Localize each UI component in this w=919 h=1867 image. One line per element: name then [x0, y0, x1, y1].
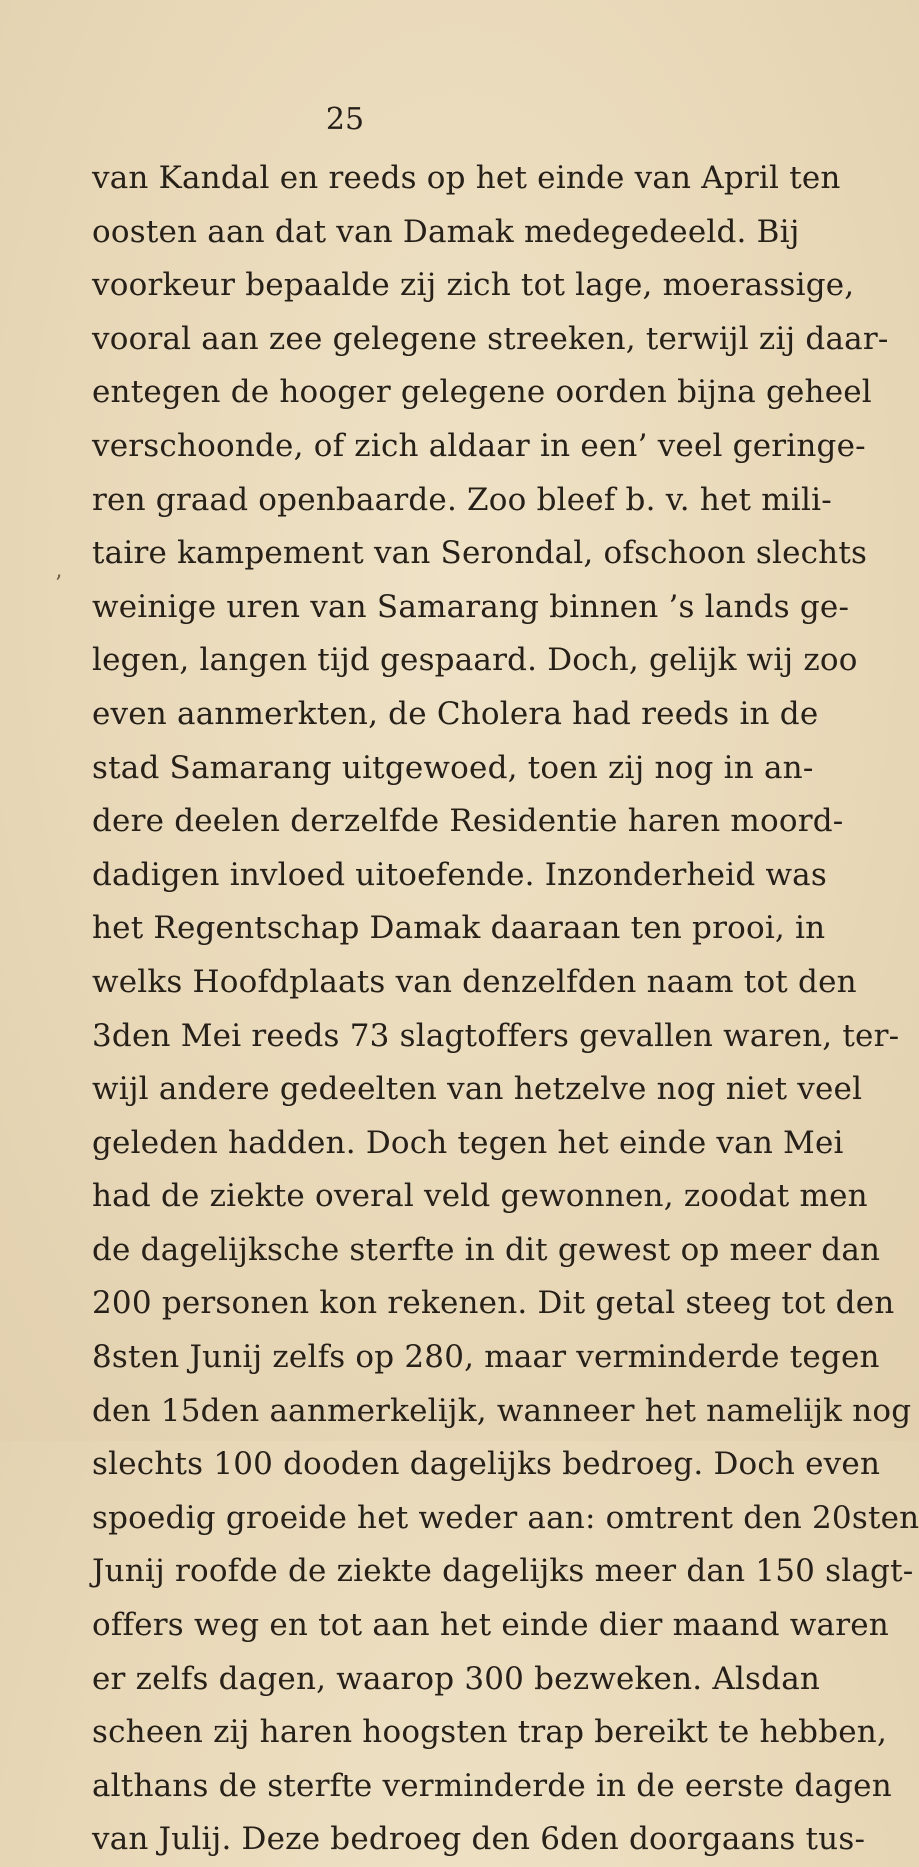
text-line: verschoonde, of zich aldaar in een’ veel geringe- — [92, 427, 866, 464]
text-line: offers weg en tot aan het einde dier maand waren — [92, 1607, 889, 1644]
text-line: Junij roofde de ziekte dagelijks meer dan 150 slagt- — [92, 1553, 914, 1590]
page-number: 25 — [325, 102, 365, 137]
text-line: taire kampement van Serondal, ofschoon slechts — [92, 535, 868, 572]
text-line: ren graad openbaarde. Zoo bleef b. v. het mili- — [92, 481, 832, 518]
text-line: even aanmerkten, de Cholera had reeds in de — [92, 695, 819, 732]
text-line: van Julij. Deze bedroeg den 6den doorgaans tus- — [92, 1821, 866, 1858]
text-line: 3den Mei reeds 73 slagtoffers gevallen waren, ter- — [92, 1017, 900, 1054]
text-line: slechts 100 dooden dagelijks bedroeg. Doch even — [92, 1446, 881, 1483]
text-line: er zelfs dagen, waarop 300 bezweken. Alsdan — [92, 1660, 821, 1697]
body-text — [92, 152, 919, 1867]
text-line: scheen zij haren hoogsten trap bereikt te hebben, — [92, 1714, 888, 1751]
text-line: stad Samarang uitgewoed, toen zij nog in an- — [92, 749, 814, 786]
text-line: welks Hoofdplaats van denzelfden naam tot den — [92, 963, 857, 1000]
text-line: vooral aan zee gelegene streeken, terwijl zij daar- — [92, 320, 889, 357]
text-line: had de ziekte overal veld gewonnen, zoodat men — [92, 1178, 868, 1215]
text-line: de dagelijksche sterfte in dit gewest op meer dan — [92, 1231, 881, 1268]
text-line: den 15den aanmerkelijk, wanneer het namelijk nog — [92, 1392, 912, 1429]
text-line: spoedig groeide het weder aan: omtrent den 20sten — [92, 1499, 919, 1536]
text-line: entegen de hooger gelegene oorden bijna geheel — [92, 374, 872, 411]
text-line: voorkeur bepaalde zij zich tot lage, moerassige, — [92, 267, 855, 304]
text-line: legen, langen tijd gespaard. Doch, gelijk wij zoo — [92, 642, 858, 679]
text-line: dere deelen derzelfde Residentie haren moord- — [92, 803, 844, 840]
text-line: oosten aan dat van Damak medegedeeld. Bij — [92, 213, 800, 250]
text-line: althans de sterfte verminderde in de eerste dagen — [92, 1767, 892, 1804]
text-line: 8sten Junij zelfs op 280, maar verminderde tegen — [92, 1339, 880, 1376]
margin-mark: ’ — [55, 572, 62, 597]
text-line: dadigen invloed uitoefende. Inzonderheid was — [92, 856, 827, 893]
text-line: 200 personen kon rekenen. Dit getal steeg tot den — [92, 1285, 895, 1322]
text-line: het Regentschap Damak daaraan ten prooi, in — [92, 910, 826, 947]
text-line: van Kandal en reeds op het einde van April ten — [92, 160, 841, 196]
text-line: weinige uren van Samarang binnen ’s lands ge- — [92, 588, 850, 625]
text-line: geleden hadden. Doch tegen het einde van Mei — [92, 1124, 844, 1161]
text-line: wijl andere gedeelten van hetzelve nog niet veel — [92, 1071, 863, 1108]
